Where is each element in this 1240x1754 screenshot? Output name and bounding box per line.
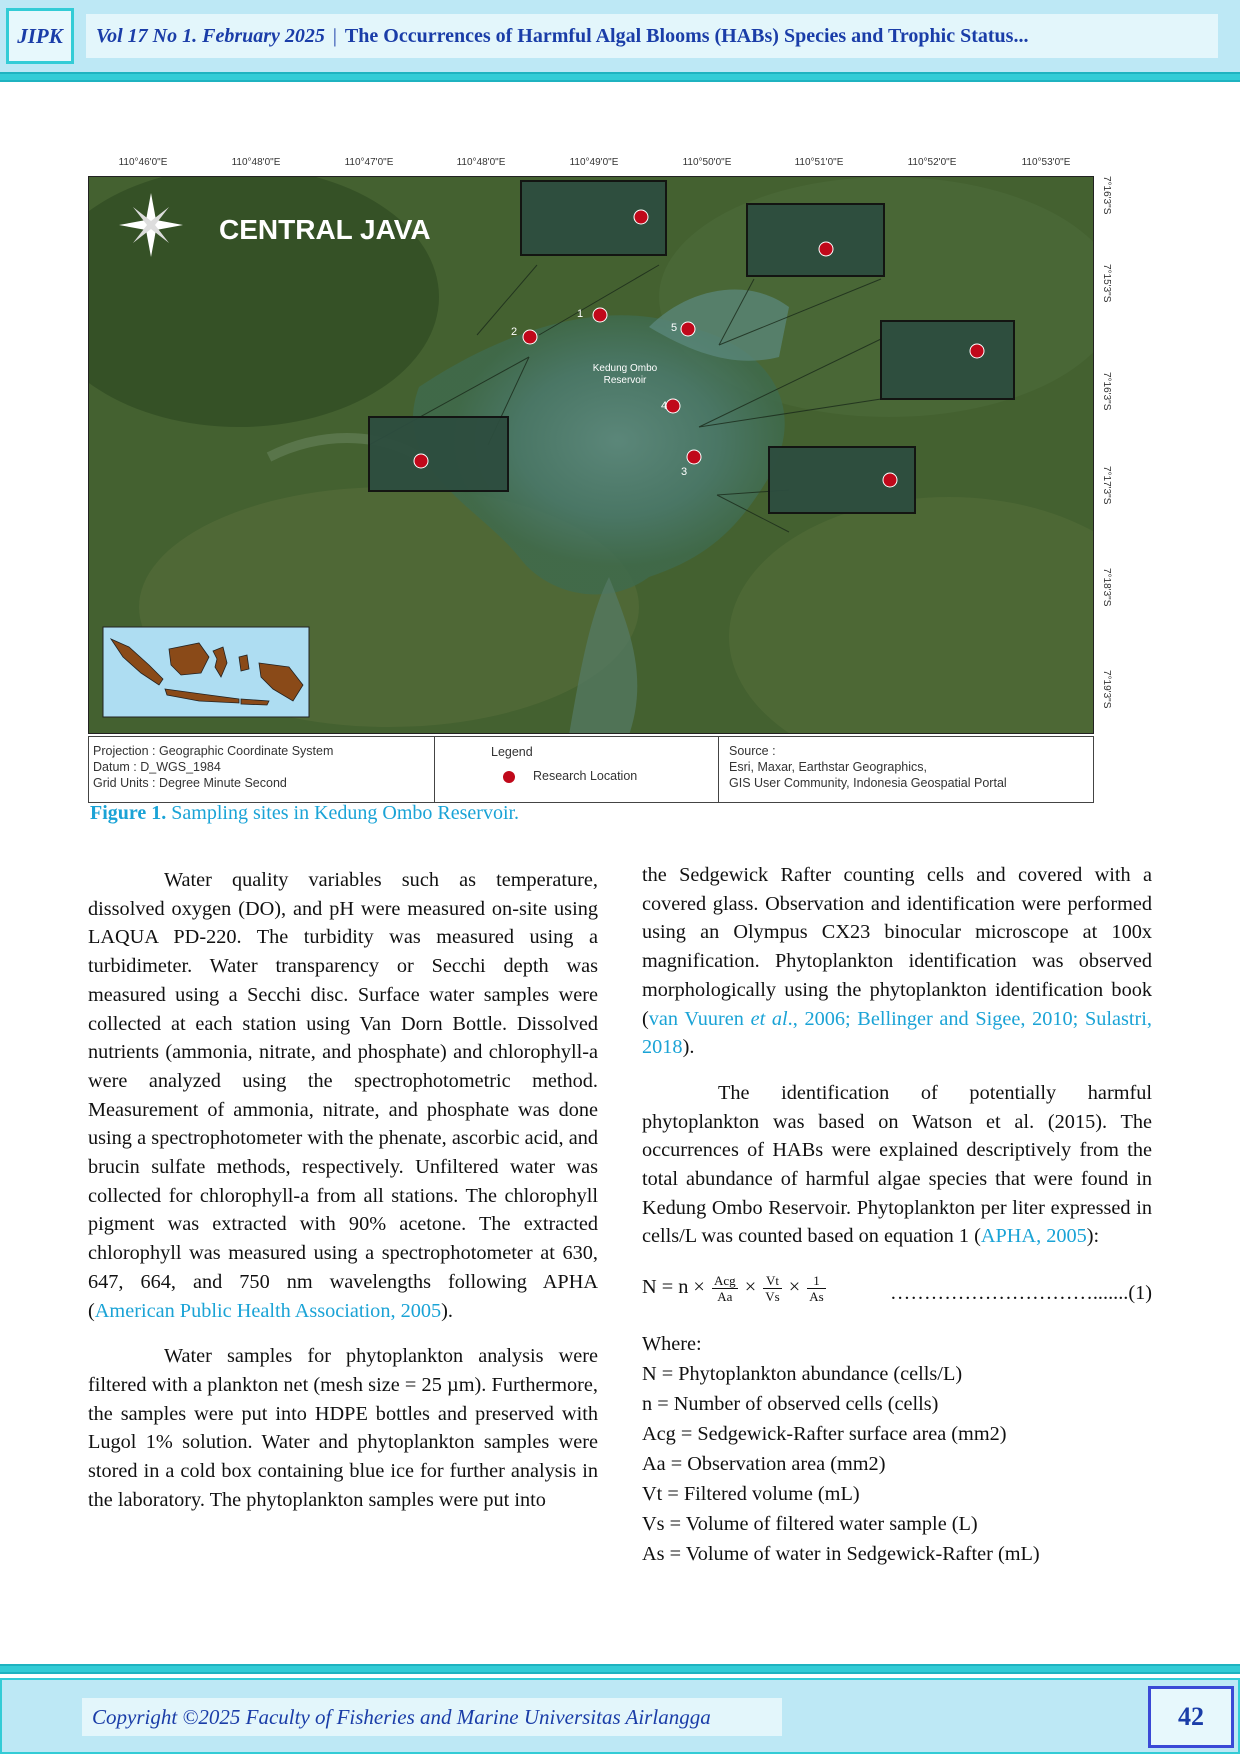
station-marker-5 bbox=[681, 322, 695, 336]
station-label: 1 bbox=[577, 308, 584, 320]
paragraph bbox=[642, 1079, 1152, 1251]
units-line: Grid Units : Degree Minute Second bbox=[93, 776, 287, 790]
citation-text: van Vuuren bbox=[648, 1007, 751, 1030]
station-label: 3 bbox=[681, 466, 688, 478]
lon-tick: 110°48'0"E bbox=[231, 157, 281, 168]
lon-tick: 110°49'0"E bbox=[569, 157, 619, 168]
fraction-denominator: Aa bbox=[717, 1289, 733, 1305]
equation-legend bbox=[642, 1329, 1152, 1569]
station-marker-3 bbox=[687, 450, 701, 464]
equation-operator: × bbox=[744, 1276, 757, 1299]
map-right-coordinates bbox=[1098, 176, 1126, 736]
figure-caption bbox=[90, 802, 519, 825]
where-item: Aa = Observation area (mm2) bbox=[642, 1453, 886, 1476]
citation-link[interactable]: American Public Health Association, 2005 bbox=[94, 1299, 442, 1322]
equation-operator: × bbox=[788, 1276, 801, 1299]
fraction-numerator: Acg bbox=[713, 1273, 736, 1289]
lon-tick: 110°51'0"E bbox=[794, 157, 844, 168]
legend-box bbox=[434, 737, 719, 802]
projection-line: Projection : Geographic Coordinate System bbox=[93, 744, 334, 758]
research-location-marker-icon bbox=[503, 771, 515, 783]
paragraph-text: The identification of potentially harmful phytoplankton was based on Watson et al. (2015). The occurrences of HABs were explained descriptively from the total abundance of harmful algae species that were found in Kedung Ombo Reservoir. Phytoplankton per liter expressed in cells/L was counted based on equation 1 ( bbox=[642, 1081, 1152, 1248]
source-line: Esri, Maxar, Earthstar Geographics, bbox=[729, 760, 927, 774]
where-item: As = Volume of water in Sedgewick-Rafter (mL) bbox=[642, 1543, 1040, 1566]
map-legend-bar bbox=[88, 736, 1094, 803]
station-label: 2 bbox=[511, 326, 518, 338]
left-column bbox=[88, 866, 598, 1514]
station-label: 5 bbox=[671, 322, 678, 334]
equation-fraction bbox=[712, 1273, 738, 1304]
map-top-coordinates bbox=[88, 157, 1094, 175]
lat-tick: 7°16'3"S bbox=[1101, 176, 1112, 215]
citation-text: ., 2006; Bellinger and Sigee, 2010; Sulastri, 2018 bbox=[642, 1007, 1152, 1059]
copyright-notice: Copyright ©2025 Faculty of Fisheries and Marine Universitas Airlangga bbox=[82, 1698, 782, 1736]
reservoir-label: Kedung Ombo bbox=[592, 363, 658, 374]
citation-text: et al bbox=[750, 1007, 788, 1030]
legend-title: Legend bbox=[491, 745, 533, 759]
caption-text: Sampling sites in Kedung Ombo Reservoir. bbox=[171, 802, 520, 824]
lat-tick: 7°19'3"S bbox=[1101, 670, 1112, 709]
right-column bbox=[642, 861, 1152, 1569]
map-metadata bbox=[93, 743, 333, 791]
reservoir-label: Reservoir bbox=[603, 375, 647, 386]
fraction-denominator: Vs bbox=[765, 1289, 780, 1305]
lat-tick: 7°18'3"S bbox=[1101, 568, 1112, 607]
map-region-label: CENTRAL JAVA bbox=[219, 214, 431, 245]
lon-tick: 110°50'0"E bbox=[682, 157, 732, 168]
where-item: Vs = Volume of filtered water sample (L) bbox=[642, 1513, 978, 1536]
datum-line: Datum : D_WGS_1984 bbox=[93, 760, 221, 774]
caption-label: Figure 1. bbox=[90, 802, 167, 824]
fraction-numerator: 1 bbox=[807, 1273, 825, 1289]
lon-tick: 110°47'0"E bbox=[344, 157, 394, 168]
journal-logo: JIPK bbox=[6, 8, 74, 64]
fraction-numerator: Vt bbox=[763, 1273, 781, 1289]
citation-link[interactable] bbox=[642, 1008, 1152, 1059]
running-title: The Occurrences of Harmful Algal Blooms (HABs) Species and Trophic Status... bbox=[344, 24, 1029, 47]
paragraph-text: ). bbox=[441, 1299, 453, 1322]
equation-number: ………………………….......(1) bbox=[890, 1282, 1152, 1305]
where-item: Vt = Filtered volume (mL) bbox=[642, 1483, 860, 1506]
station-label: 4 bbox=[661, 400, 668, 412]
map-graphic bbox=[89, 177, 1094, 734]
header-separator: | bbox=[332, 24, 337, 47]
volume-info: Vol 17 No 1. February 2025 bbox=[96, 24, 325, 47]
running-header bbox=[86, 14, 1218, 58]
page-number: 42 bbox=[1148, 1686, 1234, 1748]
equation-lhs: N = n × bbox=[642, 1276, 705, 1299]
header-divider bbox=[0, 72, 1240, 82]
station-marker-1 bbox=[593, 308, 607, 322]
lon-tick: 110°52'0"E bbox=[907, 157, 957, 168]
paragraph-text: ). bbox=[682, 1036, 695, 1059]
paragraph bbox=[642, 861, 1152, 1062]
station-marker-4 bbox=[666, 399, 680, 413]
fraction-denominator: As bbox=[809, 1289, 824, 1305]
paragraph-text: ): bbox=[1086, 1225, 1100, 1248]
satellite-map bbox=[88, 176, 1094, 734]
station-marker-2 bbox=[523, 330, 537, 344]
map-source bbox=[729, 743, 1007, 791]
where-title: Where: bbox=[642, 1333, 702, 1356]
equation-1 bbox=[642, 1273, 1152, 1315]
source-title: Source : bbox=[729, 744, 776, 758]
legend-item: Research Location bbox=[533, 769, 638, 783]
where-item: Acg = Sedgewick-Rafter surface area (mm2) bbox=[642, 1423, 1007, 1446]
lat-tick: 7°16'3"S bbox=[1101, 372, 1112, 411]
where-item: n = Number of observed cells (cells) bbox=[642, 1393, 939, 1416]
lon-tick: 110°53'0"E bbox=[1021, 157, 1071, 168]
citation-link[interactable]: APHA, 2005 bbox=[980, 1225, 1087, 1248]
lon-tick: 110°46'0"E bbox=[118, 157, 168, 168]
footer-divider bbox=[0, 1664, 1240, 1674]
lat-tick: 7°17'3"S bbox=[1101, 466, 1112, 505]
lat-tick: 7°15'3"S bbox=[1101, 264, 1112, 303]
indonesia-inset-map bbox=[103, 627, 309, 717]
paragraph-text: Water quality variables such as temperature, dissolved oxygen (DO), and pH were measured on-site using LAQUA PD-220. The turbidity was measured using a turbidimeter. Water transparency or Secchi depth was measured using a Secchi disc. Surface water samples were collected at each station using Van Dorn Bottle. Dissolved nutrients (ammonia, nitrate, and phosphate) and chlorophyll-a were analyzed using the spectrophotometric method. Measurement of ammonia, nitrate, and phosphate was done using a spectrophotometer with the phenate, ascorbic acid, and brucin sulfate methods, respectively. Unfiltered water was collected for chlorophyll-a from all stations. The chlorophyll pigment was extracted with 90% acetone. The extracted chlorophyll was measured using a spectrophotometer at 630, 647, 664, and 750 nm wavelengths following APHA ( bbox=[88, 869, 598, 1322]
paragraph: Water samples for phytoplankton analysis were filtered with a plankton net (mesh size = 25 µm). Furthermore, the samples were put into HDPE bottles and preserved with Lugol 1% solution. Water and phytoplankton samples were stored in a cold box containing blue ice for further analysis in the laboratory. The phytoplankton samples were put into bbox=[88, 1345, 598, 1511]
paragraph-text: the Sedgewick Rafter counting cells and covered with a covered glass. Observation and identification were performed using an Olympus CX23 binocular microscope at 100x magnification. Phytoplankton identification was observed morphologically using the phytoplankton identification book ( bbox=[642, 864, 1152, 1030]
source-line: GIS User Community, Indonesia Geospatial Portal bbox=[729, 776, 1007, 790]
equation-fraction bbox=[807, 1273, 825, 1304]
equation-fraction bbox=[763, 1273, 781, 1304]
paragraph bbox=[88, 866, 598, 1325]
lon-tick: 110°48'0"E bbox=[456, 157, 506, 168]
where-item: N = Phytoplankton abundance (cells/L) bbox=[642, 1363, 963, 1386]
